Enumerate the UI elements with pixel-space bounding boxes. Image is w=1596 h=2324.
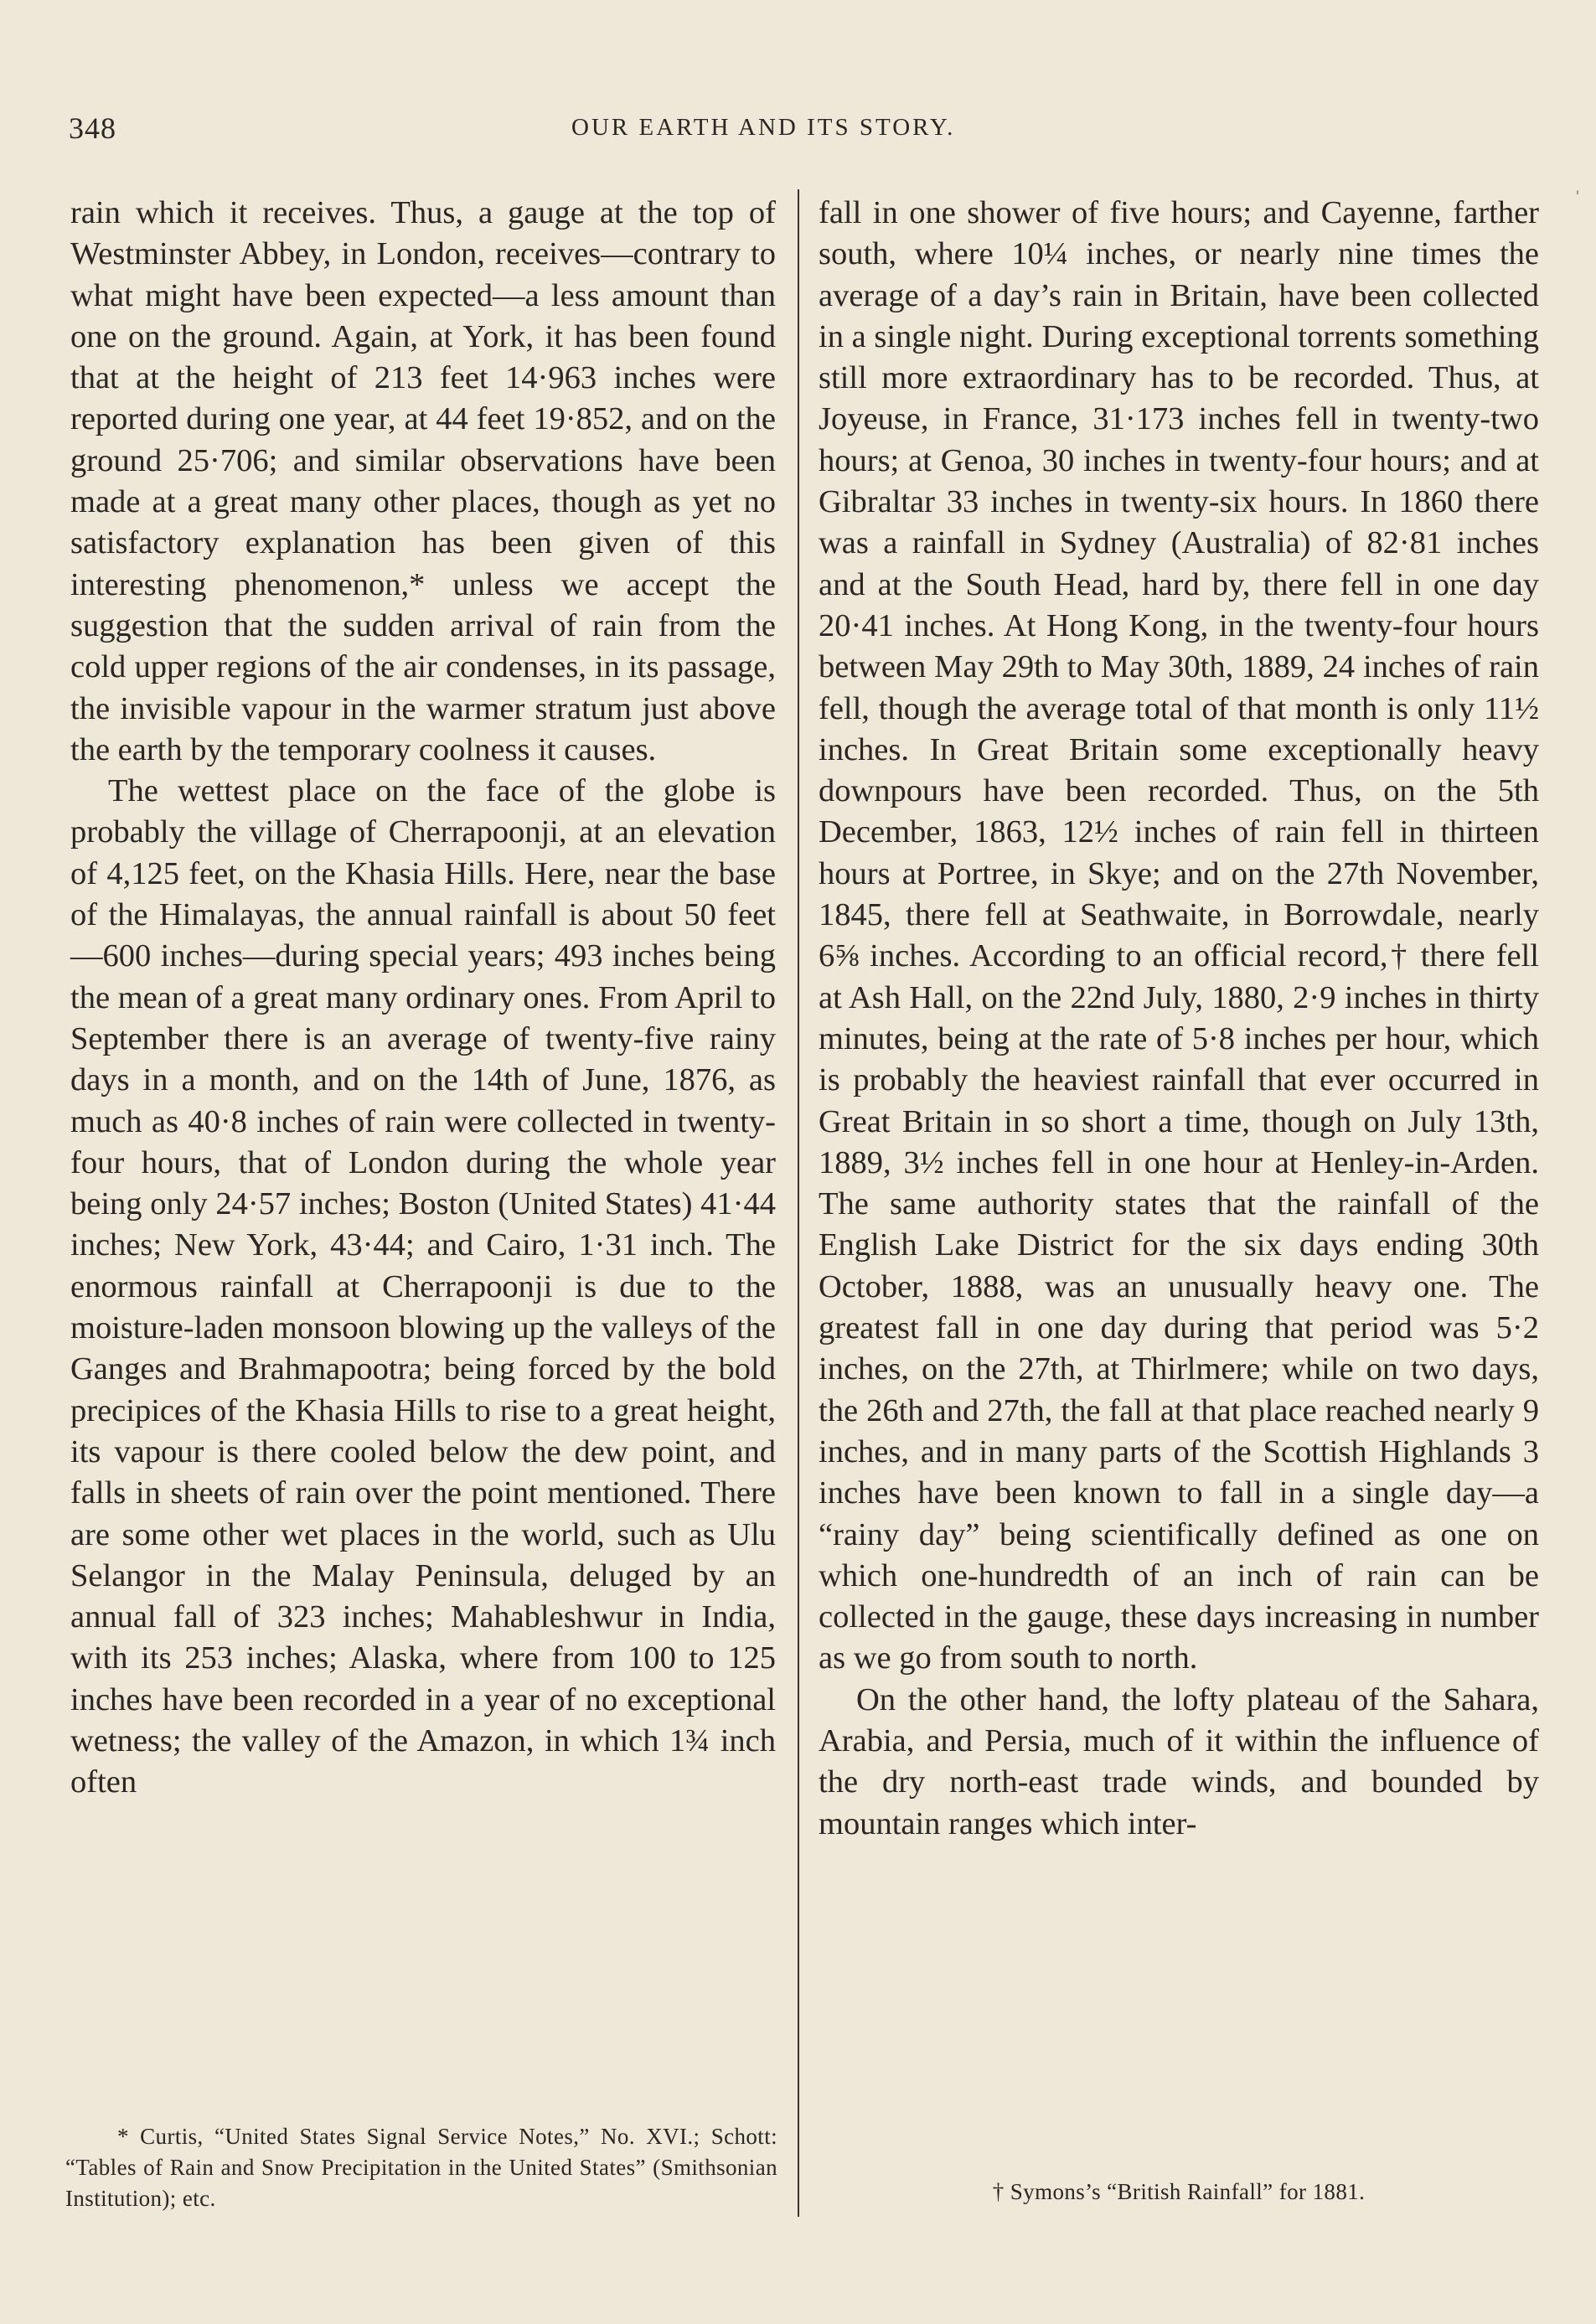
right-paragraph-2: On the other hand, the lofty plateau of the Sahara, Arabia, and Persia, much of it within the influence of the dry north-east trade winds, and bounded by mountain ranges which inter- bbox=[819, 1681, 1539, 1841]
footnote-right: † Symons’s “British Rainfall” for 1881. bbox=[992, 2179, 1366, 2204]
running-head: OUR EARTH AND ITS STORY. bbox=[571, 114, 956, 141]
column-divider bbox=[798, 189, 799, 2217]
right-paragraph-1: fall in one shower of five hours; and Cayenne, farther south, where 10¼ inches, or nearly nine times the average of a day’s rain in Britain, have been collected in a single night. During exceptional torrents something still more extraordinary has to be recorded. Thus, at Joyeuse, in France, 31·173 inches fell in twenty-two hours; at Genoa, 30 inches in twenty-four hours; and at Gibraltar 33 inches in twenty-six hours. In 1860 there was a rainfall in Sydney (Australia) of 82·81 inches and at the South Head, hard by, there fell in one day 20·41 inches. At Hong Kong, in the twenty-four hours between May 29th to May 30th, 1889, 24 inches of rain fell, though the average total of that month is only 11½ inches. In Great Britain some exceptionally heavy downpours have been recorded. Thus, on the 5th December, 1863, 12½ inches of rain fell in thirteen hours at Portree, in Skye; and on the 27th November, 1845, there fell at Seathwaite, in Borrowdale, nearly 6⅝ inches. According to an official record,† there fell at Ash Hall, on the 22nd July, 1880, 2·9 inches in thirty minutes, being at the rate of 5·8 inches per hour, which is probably the heaviest rainfall that ever occurred in Great Britain in so short a time, though on July 13th, 1889, 3½ inches fell in one hour at Henley-in-Arden. The same authority states that the rainfall of the English Lake District for the six days ending 30th October, 1888, was an unusually heavy one. The greatest fall in one day during that period was 5·2 inches, on the 27th, at Thirlmere; while on two days, the 26th and 27th, the fall at that place reached nearly 9 inches, and in many parts of the Scottish Highlands 3 inches have been known to fall in a single day—a “rainy day” being scientifically defined as one on which one-hundredth of an inch of rain can be collected in the gauge, these days increasing in number as we go from south to north. bbox=[819, 195, 1539, 1676]
margin-mark: ˈ bbox=[1573, 186, 1582, 214]
left-paragraph-1: rain which it receives. Thus, a gauge at the top of Westminster Abbey, in London, receives—contrary to what might have been expected—a less amount than one on the ground. Again, at York, it has been found that at the height of 213 feet 14·963 inches were reported during one year, at 44 feet 19·852, and on the ground 25·706; and similar observations have been made at a great many other places, though as yet no satisfactory explanation has been given of this interesting phenomenon,* unless we accept the suggestion that the sudden arrival of rain from the cold upper regions of the air condenses, in its passage, the invisible vapour in the warmer stratum just above the earth by the temporary coolness it causes. bbox=[70, 195, 776, 767]
left-column bbox=[70, 193, 776, 1804]
right-column bbox=[819, 193, 1539, 1845]
page-header bbox=[69, 111, 1543, 152]
page-number: 348 bbox=[69, 111, 116, 145]
left-paragraph-2: The wettest place on the face of the globe is probably the village of Cherrapoonji, at an elevation of 4,125 feet, on the Khasia Hills. Here, near the base of the Himalayas, the annual rainfall is about 50 feet—600 inches—during special years; 493 inches being the mean of a great many ordinary ones. From April to September there is an average of twenty-five rainy days in a month, and on the 14th of June, 1876, as much as 40·8 inches of rain were collected in twenty-four hours, that of London during the whole year being only 24·57 inches; Boston (United States) 41·44 inches; New York, 43·44; and Cairo, 1·31 inch. The enormous rainfall at Cherrapoonji is due to the moisture-laden monsoon blowing up the valleys of the Ganges and Brahmapootra; being forced by the bold precipices of the Khasia Hills to rise to a great height, its vapour is there cooled below the dew point, and falls in sheets of rain over the point mentioned. There are some other wet places in the world, such as Ulu Selangor in the Malay Peninsula, deluged by an annual fall of 323 inches; Mahableshwur in India, with its 253 inches; Alaska, where from 100 to 125 inches have been recorded in a year of no exceptional wetness; the valley of the Amazon, in which 1¾ inch often bbox=[70, 773, 776, 1800]
footnote-left bbox=[65, 2121, 777, 2214]
footnote-left-text: * Curtis, “United States Signal Service Notes,” No. XVI.; Schott: “Tables of Rain and Snow Precipitation in the United States” (Smithsonian Institution); etc. bbox=[65, 2124, 777, 2211]
